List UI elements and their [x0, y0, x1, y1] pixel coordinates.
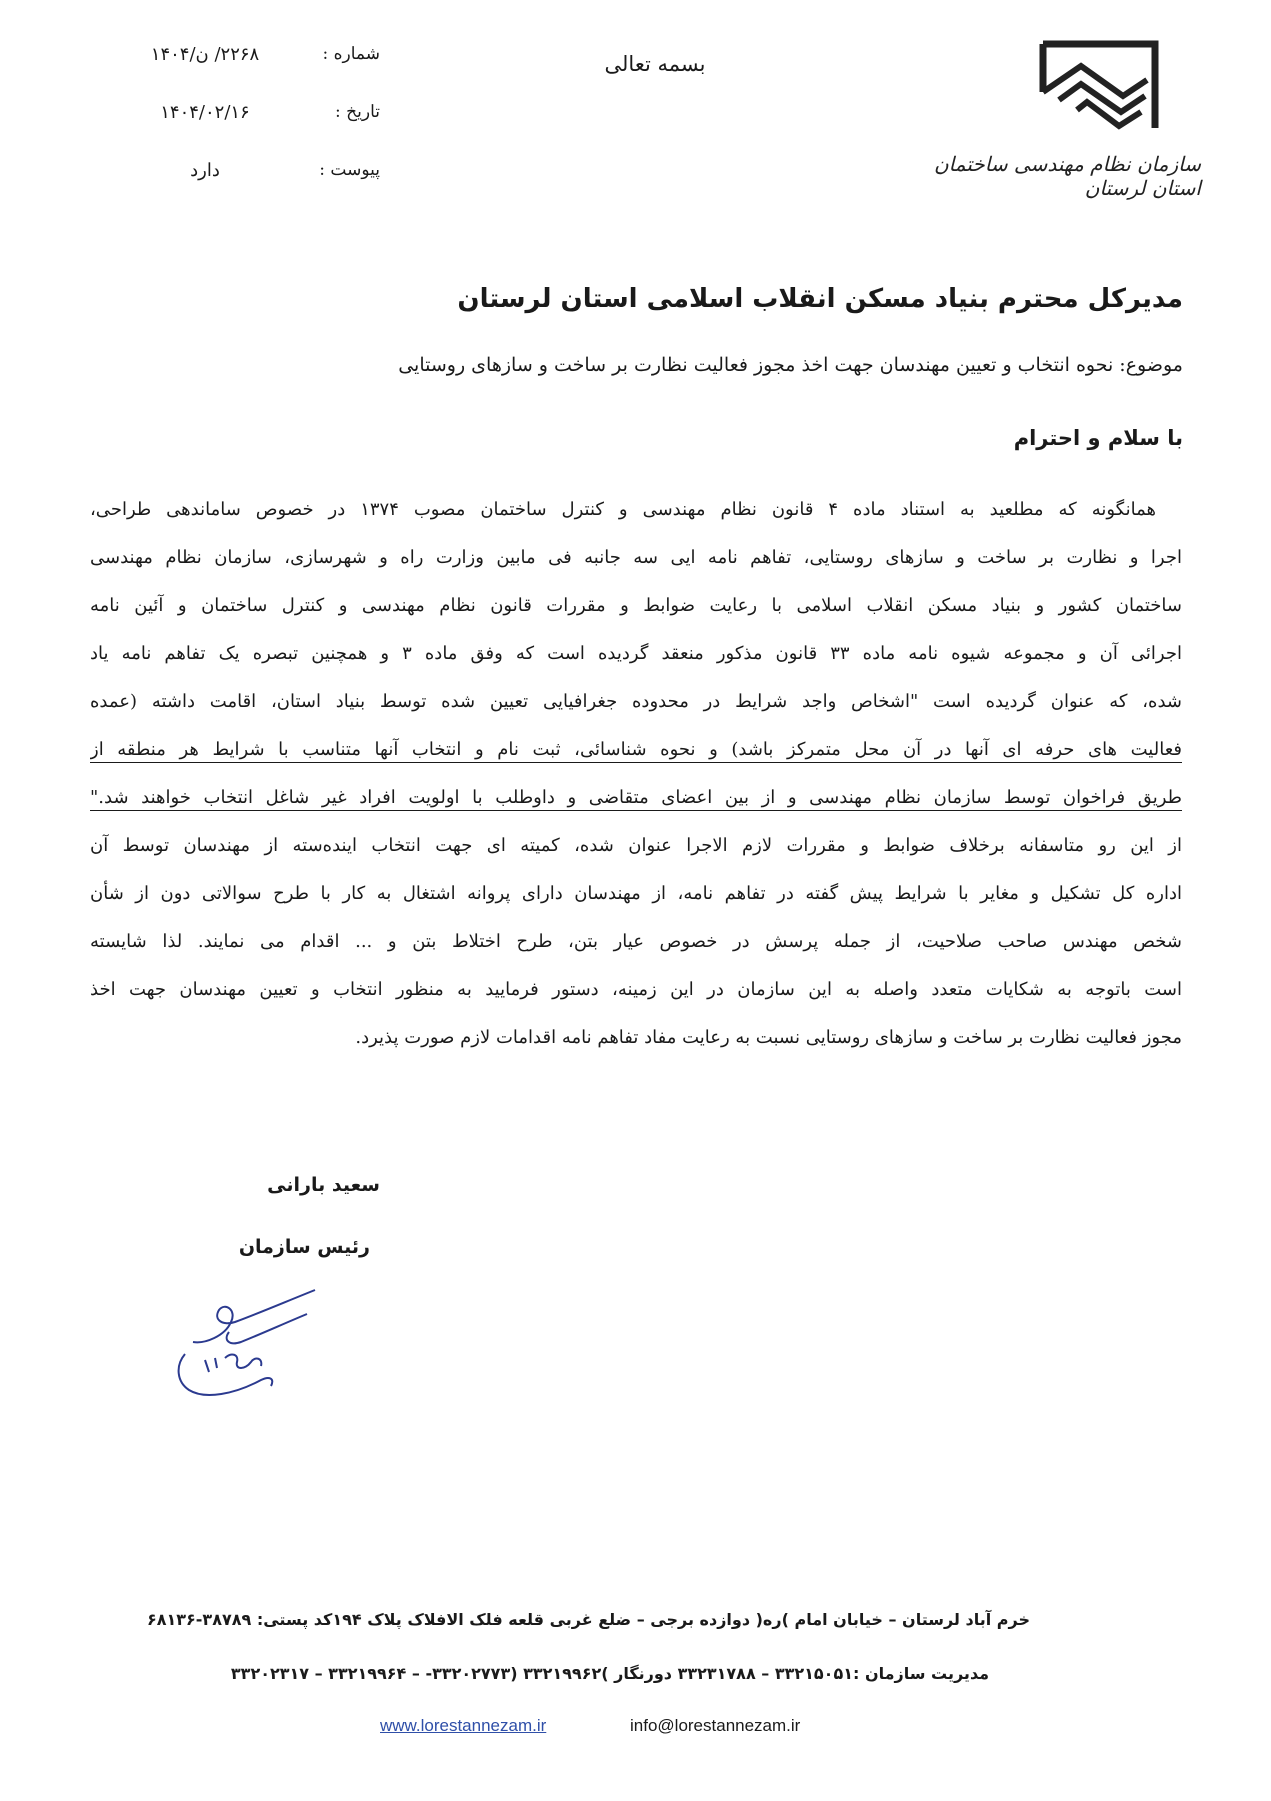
meta-date-row — [120, 102, 380, 160]
body-line: اداره کل تشکیل و مغایر با شرایط پیش گفته در تفاهم نامه، از مهندسان دارای پروانه اشتغال به کار با طرح سوالاتی دون از شأن — [90, 883, 1182, 904]
body-line-underlined: طریق فراخوان توسط سازمان نظام مهندسی و از بین اعضای متقاضی و داوطلب با اولویت افراد غیر شاغل انتخاب خواهند شد." — [90, 787, 1182, 808]
footer-phones: مدیریت سازمان :۳۳۲۱۵۰۵۱ – ۳۳۲۳۱۷۸۸ دورنگار )۳۳۲۱۹۹۶۲ (۳۳۲۰۲۷۷۳- – ۳۳۲۱۹۹۶۴ – ۳۳۲۰۲۳۱۷ — [230, 1664, 990, 1683]
body-line: اجرائی آن و مجموعه شیوه نامه ماده ۳۳ قانون مذکور منعقد گردیده است که وفق ماده ۳ و همچنین تبصره یک تفاهم نامه یاد — [90, 643, 1182, 664]
handwritten-signature-icon — [165, 1262, 325, 1412]
website-link[interactable]: www.lorestannezam.ir — [380, 1716, 547, 1735]
signatory-title: رئیس سازمان — [238, 1236, 370, 1258]
meta-number-value: ۲۲۶۸/ ن/۱۴۰۴ — [150, 44, 260, 65]
house-logo-icon — [1037, 40, 1161, 132]
org-name: سازمان نظام مهندسی ساختمان استان لرستان — [933, 152, 1201, 200]
meta-number-label: شماره : — [322, 44, 380, 64]
body-line-underlined: فعالیت های حرفه ای آنها در آن محل متمرکز باشد) و نحوه شناسائی، ثبت نام و انتخاب آنها متناسب با شرایط هر منطقه از — [90, 739, 1182, 760]
body-line: مجوز فعالیت نظارت بر ساخت و سازهای روستایی نسبت به رعایت مفاد تفاهم نامه اقدامات لازم صورت پذیرد. — [355, 1027, 1182, 1048]
meta-number-row — [120, 44, 380, 102]
footer-address: خرم آباد لرستان – خیابان امام )ره( دوازده برجی – ضلع غربی قلعه فلک الافلاک پلاک ۱۹۴کد پستی: ۳۸۷۸۹-۶۸۱۳۶ — [146, 1610, 1030, 1629]
meta-attachment-value: دارد — [190, 160, 220, 181]
meta-date-label: تاریخ : — [335, 102, 380, 122]
body-line: همانگونه که مطلعید به استناد ماده ۴ قانون نظام مهندسی و کنترل ساختمان مصوب ۱۳۷۴ در خصوص ساماندهی طراحی، — [90, 499, 1156, 520]
signatory-name: سعید بارانی — [267, 1174, 380, 1196]
letter-meta — [120, 44, 380, 218]
body-line: از این رو متاسفانه برخلاف ضوابط و مقررات لازم الاجرا عنوان شده، کمیته ای جهت انتخاب اینده‌سته از مهندسان توسط آن — [90, 835, 1182, 856]
meta-attachment-label: پیوست : — [319, 160, 380, 180]
letter-body — [90, 486, 1182, 1062]
recipient-line: مدیرکل محترم بنیاد مسکن انقلاب اسلامی استان لرستان — [457, 284, 1183, 314]
body-line: شخص مهندس صاحب صلاحیت، از جمله پرسش در خصوص عیار بتن، طرح اختلاط بتن و ... اقدام می نمایند. لذا شایسته — [90, 931, 1182, 952]
body-line: اجرا و نظارت بر ساخت و سازهای روستایی، تفاهم نامه ایی سه جانبه فی مابین وزارت راه و شهرسازی، سازمان نظام مهندسی — [90, 547, 1182, 568]
greeting: با سلام و احترام — [1013, 426, 1183, 450]
subject-line: موضوع: نحوه انتخاب و تعیین مهندسان جهت اخذ مجوز فعالیت نظارت بر ساخت و سازهای روستایی — [398, 354, 1183, 376]
bismillah-heading: بسمه تعالی — [604, 52, 706, 76]
body-line: ساختمان کشور و بنیاد مسکن انقلاب اسلامی با رعایت ضوابط و مقررات قانون نظام مهندسی و کنترل ساختمان و آئین نامه — [90, 595, 1182, 616]
meta-attachment-row — [120, 160, 380, 218]
body-line: شده، که عنوان گردیده است "اشخاص واجد شرایط در محدوده جغرافیایی تعیین شده توسط بنیاد استان، اقامت داشته (عمده — [90, 691, 1182, 712]
meta-date-value: ۱۴۰۴/۰۲/۱۶ — [160, 102, 250, 123]
org-logo — [921, 40, 1201, 200]
email-address: info@lorestannezam.ir — [630, 1716, 801, 1735]
body-line: است باتوجه به شکایات متعدد واصله به این سازمان در این زمینه، دستور فرمایید به منظور انتخاب و تعیین مهندسان جهت اخذ — [90, 979, 1182, 1000]
